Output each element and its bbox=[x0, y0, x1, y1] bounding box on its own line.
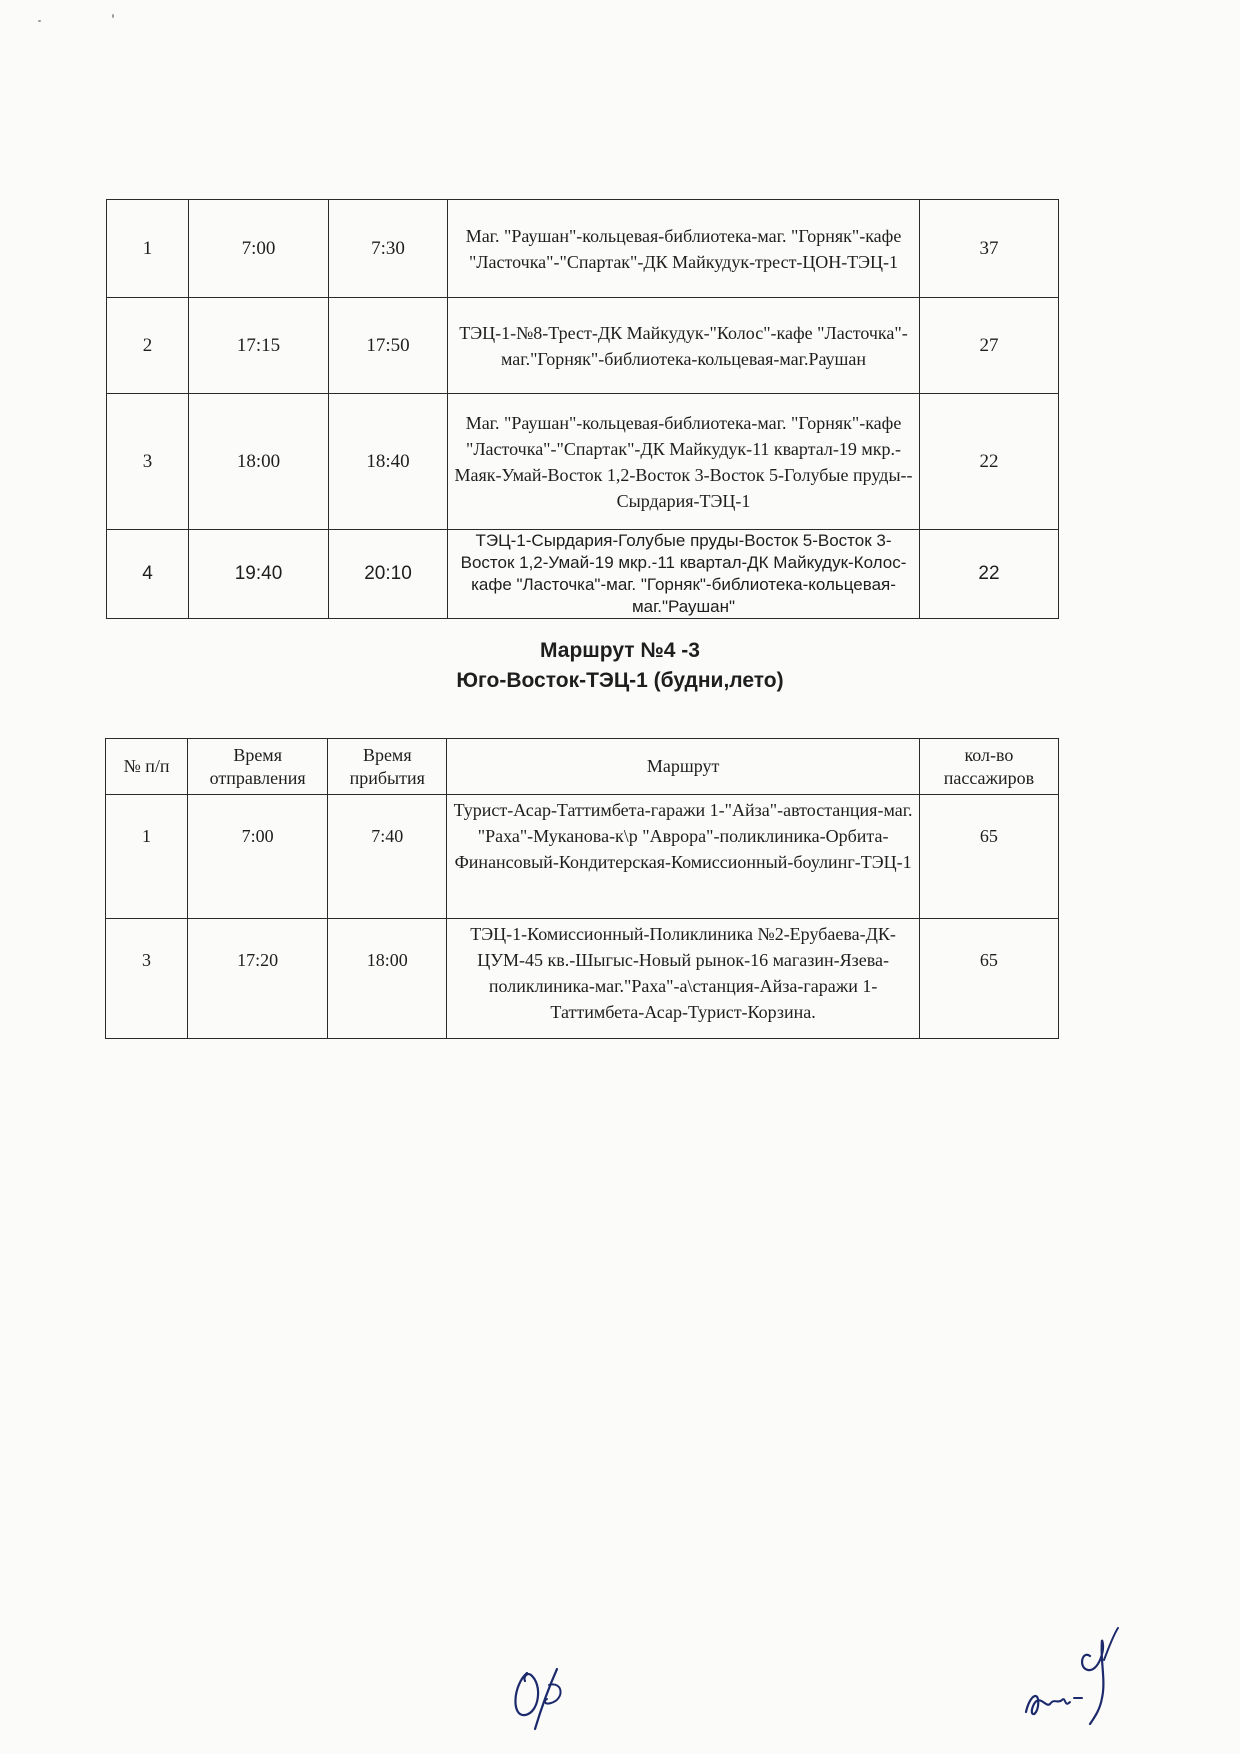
row-number: 2 bbox=[107, 298, 189, 394]
table-row bbox=[107, 394, 1059, 530]
schedule-table-top bbox=[106, 199, 1059, 619]
arrival-time: 7:40 bbox=[328, 795, 447, 919]
row-number: 1 bbox=[107, 200, 189, 298]
arrival-time: 18:40 bbox=[329, 394, 448, 530]
passenger-count: 22 bbox=[920, 530, 1059, 619]
route-description: ТЭЦ-1-Сырдария-Голубые пруды-Восток 5-Восток 3-Восток 1,2-Умай-19 мкр.-11 квартал-ДК Майкудук-Колос-кафе "Ласточка"-маг. "Горняк"-библиотека-кольцевая-маг."Раушан" bbox=[448, 530, 920, 619]
row-number: 4 bbox=[107, 530, 189, 619]
route-description: Маг. "Раушан"-кольцевая-библиотека-маг. "Горняк"-кафе "Ласточка"-"Спартак"-ДК Майкудук-трест-ЦОН-ТЭЦ-1 bbox=[448, 200, 920, 298]
route-title: Маршрут №4 -3 bbox=[540, 639, 700, 662]
departure-time: 17:15 bbox=[189, 298, 329, 394]
route-description: ТЭЦ-1-Комиссионный-Поликлиника №2-Ерубаева-ДК-ЦУМ-45 кв.-Шыгыс-Новый рынок-16 магазин-Язева-поликлиника-маг."Раха"-а\станция-Айза-гаражи 1-Таттимбета-Асар-Турист-Корзина. bbox=[447, 919, 919, 1039]
scan-speck bbox=[112, 14, 114, 18]
route-heading bbox=[0, 636, 1240, 696]
arrival-time: 17:50 bbox=[329, 298, 448, 394]
signature-left bbox=[505, 1655, 575, 1735]
passenger-count: 65 bbox=[919, 795, 1058, 919]
table-row bbox=[106, 795, 1059, 919]
departure-time: 19:40 bbox=[189, 530, 329, 619]
arrival-time: 20:10 bbox=[329, 530, 448, 619]
table-row bbox=[107, 298, 1059, 394]
passenger-count: 37 bbox=[920, 200, 1059, 298]
table-header-row bbox=[106, 739, 1059, 795]
schedule-table-route-4-3 bbox=[105, 738, 1059, 1039]
arrival-time: 18:00 bbox=[328, 919, 447, 1039]
departure-time: 7:00 bbox=[188, 795, 328, 919]
table-row bbox=[107, 200, 1059, 298]
departure-time: 18:00 bbox=[189, 394, 329, 530]
departure-time: 17:20 bbox=[188, 919, 328, 1039]
header-route: Маршрут bbox=[447, 739, 919, 795]
passenger-count: 22 bbox=[920, 394, 1059, 530]
route-description: Маг. "Раушан"-кольцевая-библиотека-маг. "Горняк"-кафе "Ласточка"-"Спартак"-ДК Майкудук-11 квартал-19 мкр.-Маяк-Умай-Восток 1,2-Восток 3-Восток 5-Голубые пруды--Сырдария-ТЭЦ-1 bbox=[448, 394, 920, 530]
arrival-time: 7:30 bbox=[329, 200, 448, 298]
row-number: 3 bbox=[107, 394, 189, 530]
passenger-count: 27 bbox=[920, 298, 1059, 394]
table-row bbox=[107, 530, 1059, 619]
route-description: ТЭЦ-1-№8-Трест-ДК Майкудук-"Колос"-кафе "Ласточка"-маг."Горняк"-библиотека-кольцевая-маг.Раушан bbox=[448, 298, 920, 394]
row-number: 3 bbox=[106, 919, 188, 1039]
route-description: Турист-Асар-Таттимбета-гаражи 1-"Айза"-автостанция-маг. "Раха"-Муканова-к\р "Аврора"-поликлиника-Орбита-Финансовый-Кондитерская-Комиссионный-боулинг-ТЭЦ-1 bbox=[447, 795, 919, 919]
signature-right bbox=[1020, 1620, 1130, 1730]
passenger-count: 65 bbox=[919, 919, 1058, 1039]
row-number: 1 bbox=[106, 795, 188, 919]
table-row bbox=[106, 919, 1059, 1039]
scan-speck bbox=[38, 20, 41, 22]
header-arrival: Время прибытия bbox=[328, 739, 447, 795]
route-subtitle: Юго-Восток-ТЭЦ-1 (будни,лето) bbox=[456, 669, 784, 692]
header-departure: Время отправления bbox=[188, 739, 328, 795]
header-passengers: кол-во пассажиров bbox=[919, 739, 1058, 795]
departure-time: 7:00 bbox=[189, 200, 329, 298]
header-number: № п/п bbox=[106, 739, 188, 795]
